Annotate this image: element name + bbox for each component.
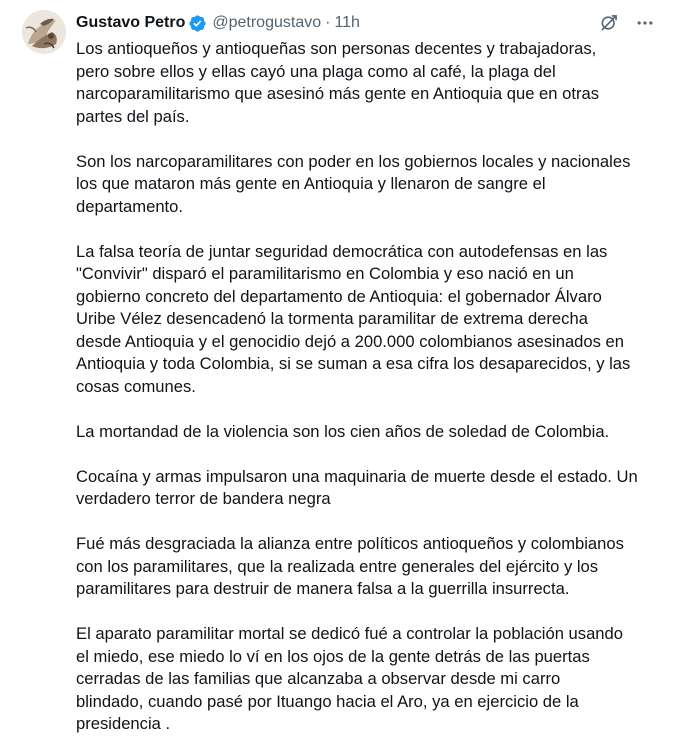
avatar-image — [22, 10, 66, 54]
tweet-paragraph: Cocaína y armas impulsaron una maquinaria de muerte desde el estado. Un verdadero terror de bandera negra — [76, 466, 638, 508]
more-options-icon[interactable] — [634, 12, 656, 34]
tweet-paragraph: La mortandad de la violencia son los cien años de soledad de Colombia. — [76, 421, 610, 441]
tweet-header — [76, 12, 656, 34]
author-handle[interactable]: @petrogustavo — [212, 14, 322, 31]
header-separator: · — [325, 14, 331, 31]
tweet-text — [76, 38, 666, 736]
tweet-paragraph: El aparato paramilitar mortal se dedicó fué a controlar la población usando el miedo, ese miedo lo ví en los ojos de la gente detrás de las puertas cerradas de las familias que alcanzaba a observar desde mi carro blindado, cuando pasé por Ituango hacia el Aro, ya en ejercicio de la presidencia . — [76, 624, 623, 733]
avatar[interactable] — [22, 10, 66, 54]
verified-badge-icon[interactable] — [188, 14, 207, 33]
tweet-paragraph: La falsa teoría de juntar seguridad democrática con autodefensas en las "Convivir" disparó el paramilitarismo en Colombia y eso nació en un gobierno concreto del departamento de Antioquia: el gobernador Álvaro Uribe Vélez desencadenó la tormenta paramilitar de extrema derecha desde Antioquia y el genocidio dejó a 200.000 colombianos asesinados en Antioquia y toda Colombia, si se suman a esa cifra los desaparecidos, y las cosas comunes. — [76, 241, 631, 396]
tweet-paragraph: Los antioqueños y antioqueñas son personas decentes y trabajadoras, pero sobre ellos y ellas cayó una plaga como al café, la plaga del narcoparamilitarismo que asesinó más gente en Antioquia que en otras partes del país. — [76, 39, 600, 126]
author-name[interactable]: Gustavo Petro — [76, 14, 186, 31]
tweet-paragraph: Son los narcoparamilitares con poder en los gobiernos locales y nacionales los que mataron más gente en Antioquia y llenaron de sangre el departamento. — [76, 151, 631, 216]
tweet-paragraph: Fué más desgraciada la alianza entre políticos antioqueños y colombianos con los paramilitares, que la realizada entre generales del ejército y los paramilitares para destruir de manera falsa a la guerrilla insurrecta. — [76, 534, 624, 598]
tweet-timestamp[interactable]: 11h — [334, 14, 360, 31]
grok-icon[interactable] — [598, 12, 620, 34]
header-actions — [598, 12, 656, 34]
